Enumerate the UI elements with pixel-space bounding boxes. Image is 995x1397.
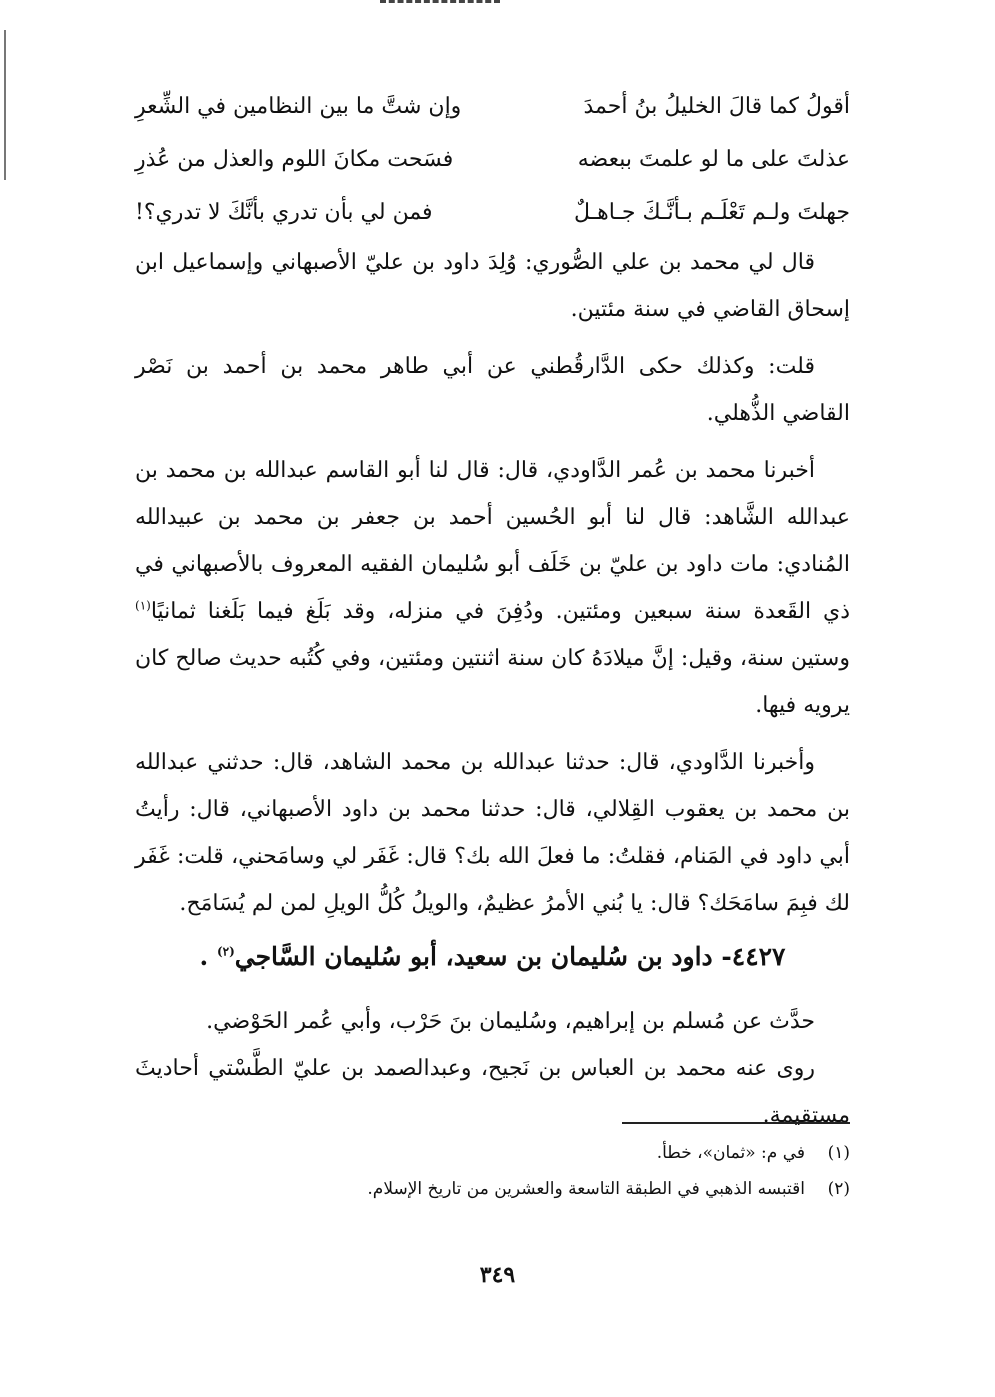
- paragraph: حدَّث عن مُسلم بن إبراهيم، وسُليمان بنَ حَرْب، وأبي عُمر الحَوْضي.: [206, 1009, 815, 1034]
- footnote-text: في م: «ثمان»، خطأ.: [656, 1143, 805, 1163]
- footnote-number: (٢): [827, 1179, 850, 1199]
- paragraph: قلت: وكذلك حكى الدَّارقُطني عن أبي طاهر محمد بن أحمد بن نَصْر القاضي الذُّهلي.: [135, 354, 850, 426]
- paragraph-text: أخبرنا محمد بن عُمر الدَّاودي، قال: قال لنا أبو القاسم عبدالله بن محمد بن عبدالله الشَّاهد: قال لنا أبو الحُسين أحمد بن جعفر بن محمد بن عبيدالله المُنادي: مات داود بن عليّ بن خَلَف أبو سُليمان الفقيه المعروف بالأصبهاني في ذي القَعدة سنة سبعين ومئتين. ودُفِنَ في منزله، وقد بَلَغ فيما بَلَغنا ثمانيًا: [135, 458, 850, 624]
- paragraph: قال لي محمد بن علي الصُّوري: وُلِدَ داود بن عليّ الأصبهاني وإسماعيل ابن إسحاق القاضي في سنة مئتين.: [135, 250, 850, 322]
- left-scan-mark: [4, 30, 6, 180]
- verse-line: [135, 80, 850, 133]
- footnote-divider: [622, 1122, 850, 1124]
- footnotes: [135, 1135, 850, 1207]
- footnote: [135, 1135, 850, 1171]
- entry-heading-text: ٤٤٢٧- داود بن سُليمان بن سعيد، أبو سُليمان السَّاجي: [234, 942, 786, 971]
- verse-second-hemistich: وإن شتَّ ما بين النظامين في الشِّعرِ: [135, 94, 462, 119]
- footnote-marker: (١): [135, 598, 151, 613]
- verse-second-hemistich: فسَحت مكانَ اللوم والعذل من عُذرِ: [135, 147, 454, 172]
- verse-first-hemistich: عذلتَ على ما لو علمتَ ببعضه: [577, 147, 850, 172]
- verse-line: [135, 133, 850, 186]
- verse-line: [135, 186, 850, 239]
- top-scan-mark: [380, 0, 500, 9]
- paragraph: وأخبرنا الدَّاودي، قال: حدثنا عبدالله بن محمد الشاهد، قال: حدثني عبدالله بن محمد بن يعقوب القِلالي، قال: حدثنا محمد بن داود الأصبهاني، قال: رأيتُ أبي داود في المَنام، فقلتُ: ما فعلَ الله بك؟ قال: غَفَر لي وسامَحني، قلت: غَفَر لك فبِمَ سامَحَك؟ قال: يا بُني الأمرُ عظيمٌ، والويلُ كُلُّ الويلِ لمن لم يُسَامَح.: [135, 750, 850, 916]
- footnote: [135, 1171, 850, 1207]
- verse-second-hemistich: فمن لي بأن تدري بأنَّكَ لا تدري؟!: [135, 200, 433, 225]
- footnote-marker: (٢): [216, 944, 235, 959]
- footnote-text: اقتبسه الذهبي في الطبقة التاسعة والعشرين من تاريخ الإسلام.: [367, 1179, 805, 1199]
- paragraph-text: وستين سنة، وقيل: إنَّ ميلادَهُ كان سنة اثنتين ومئتين، وفي كُتُبه حديث صالح كان يرويه فيها.: [135, 646, 850, 718]
- entry-heading: ٤٤٢٧- داود بن سُليمان بن سعيد، أبو سُليمان السَّاجي$^{(٢)}$ .: [199, 942, 786, 971]
- page-number: ٣٤٩: [479, 1262, 516, 1288]
- footnote-number: (١): [827, 1143, 850, 1163]
- page-body: [135, 80, 850, 1139]
- paragraph: روى عنه محمد بن العباس بن نَجيح، وعبدالصمد بن عليّ الطَّسْتي أحاديثَ مستقيمة.: [135, 1056, 850, 1128]
- paragraph: [135, 447, 850, 729]
- verse-first-hemistich: أقولُ كما قالَ الخليلُ بنُ أحمدَ: [583, 94, 850, 119]
- verse-first-hemistich: جهلتَ ولـم تَعْلَـم بـأنَّـكَ جـاهـلٌ: [574, 200, 850, 225]
